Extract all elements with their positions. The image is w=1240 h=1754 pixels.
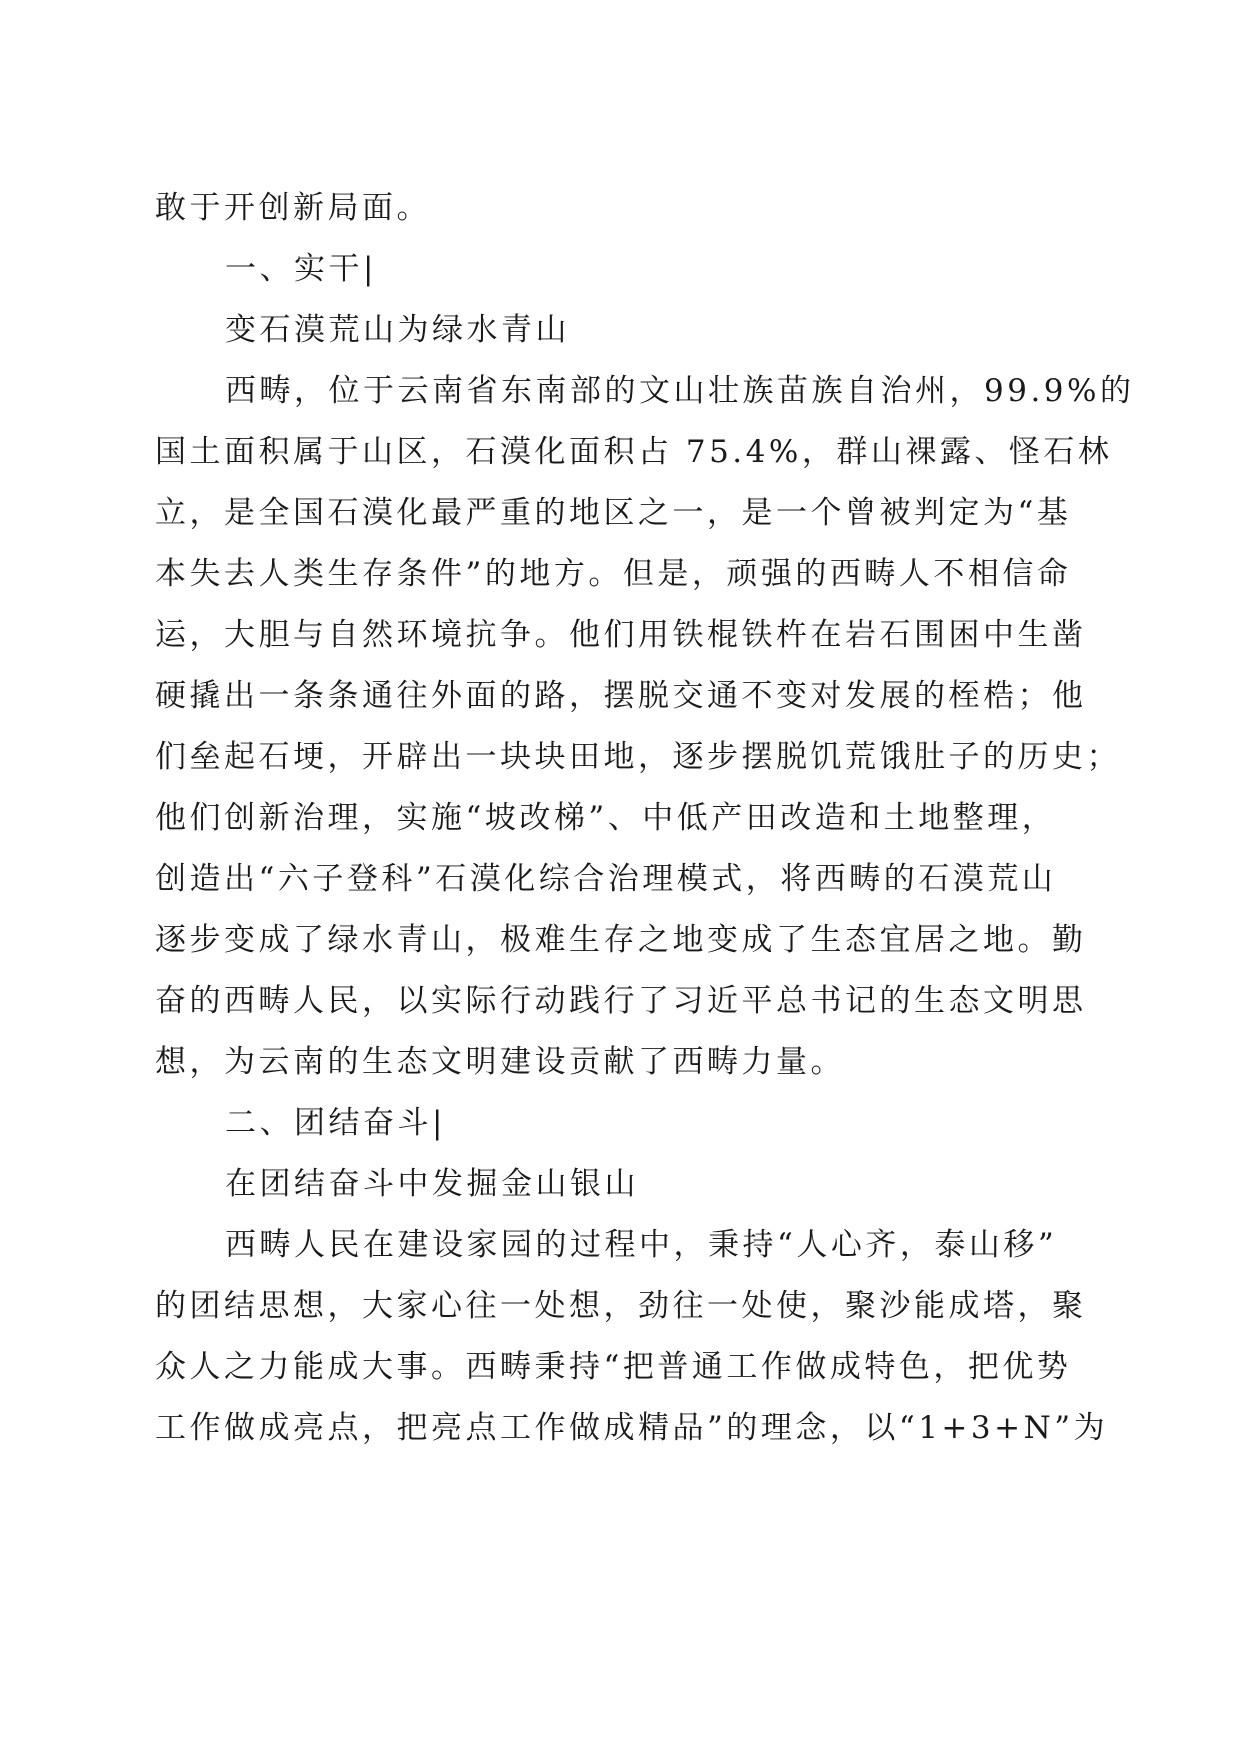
paragraph-line: 敢于开创新局面。 xyxy=(155,190,431,226)
paragraph-line: 想，为云南的生态文明建设贡献了西畴力量。 xyxy=(155,1044,845,1080)
section-heading-2: 二、团结奋斗| xyxy=(225,1105,446,1141)
paragraph-line: 众人之力能成大事。西畴秉持“把普通工作做成特色，把优势 xyxy=(155,1349,1072,1385)
paragraph-line: 国土面积属于山区，石漠化面积占 75.4%，群山裸露、怪石林 xyxy=(155,434,1113,470)
paragraph-line: 奋的西畴人民，以实际行动践行了习近平总书记的生态文明思 xyxy=(155,983,1087,1019)
paragraph-line: 本失去人类生存条件”的地方。但是，顽强的西畴人不相信命 xyxy=(155,556,1072,592)
paragraph-line: 工作做成亮点，把亮点工作做成精品”的理念，以“1+3+N”为 xyxy=(155,1410,1109,1446)
paragraph-line: 的团结思想，大家心往一处想，劲往一处使，聚沙能成塔，聚 xyxy=(155,1288,1087,1324)
paragraph-line: 逐步变成了绿水青山，极难生存之地变成了生态宜居之地。勤 xyxy=(155,922,1087,958)
paragraph-line: 他们创新治理，实施“坡改梯”、中低产田改造和土地整理， xyxy=(155,800,1057,836)
paragraph-line: 们垒起石埂，开辟出一块块田地，逐步摆脱饥荒饿肚子的历史； xyxy=(155,739,1121,775)
document-body xyxy=(155,178,1135,1459)
subheading-1: 变石漠荒山为绿水青山 xyxy=(225,312,570,348)
section-heading-1: 一、实干| xyxy=(225,251,377,287)
paragraph-line: 创造出“六子登科”石漠化综合治理模式，将西畴的石漠荒山 xyxy=(155,861,1057,897)
paragraph-line: 西畴人民在建设家园的过程中，秉持“人心齐，泰山移” xyxy=(225,1227,1058,1263)
subheading-2: 在团结奋斗中发掘金山银山 xyxy=(225,1166,639,1202)
paragraph-line: 运，大胆与自然环境抗争。他们用铁棍铁杵在岩石围困中生凿 xyxy=(155,617,1087,653)
paragraph-line: 立，是全国石漠化最严重的地区之一，是一个曾被判定为“基 xyxy=(155,495,1072,531)
paragraph-line: 西畴，位于云南省东南部的文山壮族苗族自治州，99.9%的 xyxy=(225,373,1135,409)
paragraph-line: 硬撬出一条条通往外面的路，摆脱交通不变对发展的桎梏；他 xyxy=(155,678,1087,714)
